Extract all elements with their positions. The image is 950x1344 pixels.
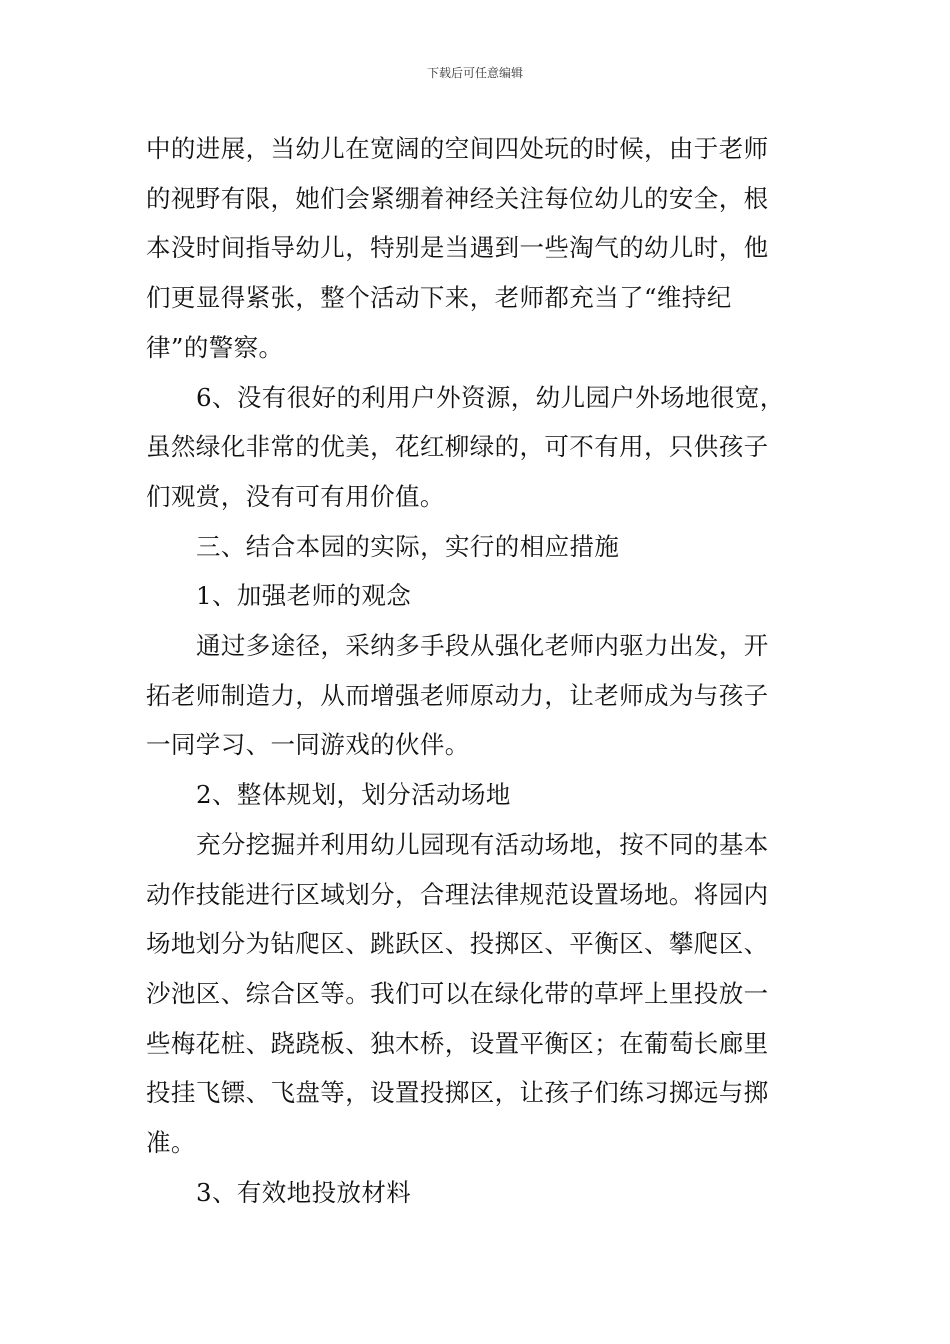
section-heading-3 — [146, 522, 811, 572]
text-line: 通过多途径，采纳多手段从强化老师内驱力出发，开 — [196, 631, 769, 661]
text-line: 1、加强老师的观念 — [196, 581, 412, 611]
text-line: 动作技能进行区域划分，合理法律规范设置场地。将园内 — [146, 879, 769, 909]
text-line: 准。 — [146, 1128, 196, 1158]
text-line: 场地划分为钻爬区、跳跃区、投掷区、平衡区、攀爬区、 — [146, 929, 769, 959]
subheading-3 — [146, 1168, 811, 1218]
text-line: 3、有效地投放材料 — [196, 1177, 412, 1207]
document-body — [146, 124, 811, 1217]
paragraph-continuation — [146, 124, 811, 373]
text-line: 们观赏，没有可有用价值。 — [146, 481, 445, 511]
text-line: 拓老师制造力，从而增强老师原动力，让老师成为与孩子 — [146, 680, 769, 710]
text-line: 们更显得紧张，整个活动下来，老师都充当了“维持纪 — [146, 283, 732, 313]
page-header-note: 下载后可任意编辑 — [426, 66, 523, 80]
text-line: 虽然绿化非常的优美，花红柳绿的，可不有用，只供孩子 — [146, 432, 769, 462]
text-line: 投挂飞镖、飞盘等，设置投掷区，让孩子们练习掷远与掷 — [146, 1078, 769, 1108]
paragraph-site-planning — [146, 820, 811, 1168]
text-line: 些梅花桩、跷跷板、独木桥，设置平衡区；在葡萄长廊里 — [146, 1028, 769, 1058]
text-line: 三、结合本园的实际，实行的相应措施 — [196, 531, 620, 561]
subheading-2 — [146, 770, 811, 820]
text-line: 2、整体规划，划分活动场地 — [196, 780, 511, 810]
text-line: 中的进展，当幼儿在宽阔的空间四处玩的时候，由于老师 — [146, 134, 769, 163]
text-line: 充分挖掘并利用幼儿园现有活动场地，按不同的基本 — [196, 829, 769, 859]
text-line: 的视野有限，她们会紧绷着神经关注每位幼儿的安全，根 — [146, 183, 769, 213]
text-line: 本没时间指导幼儿，特别是当遇到一些淘气的幼儿时，他 — [146, 233, 769, 263]
paragraph-teacher-concept — [146, 621, 811, 770]
text-line: 一同学习、一同游戏的伙伴。 — [146, 730, 470, 760]
paragraph-item-6 — [146, 373, 811, 522]
text-line: 6、没有很好的利用户外资源，幼儿园户外场地很宽， — [196, 382, 785, 412]
subheading-1 — [146, 571, 811, 621]
text-line: 律”的警察。 — [146, 332, 284, 362]
text-line: 沙池区、综合区等。我们可以在绿化带的草坪上里投放一 — [146, 978, 769, 1008]
